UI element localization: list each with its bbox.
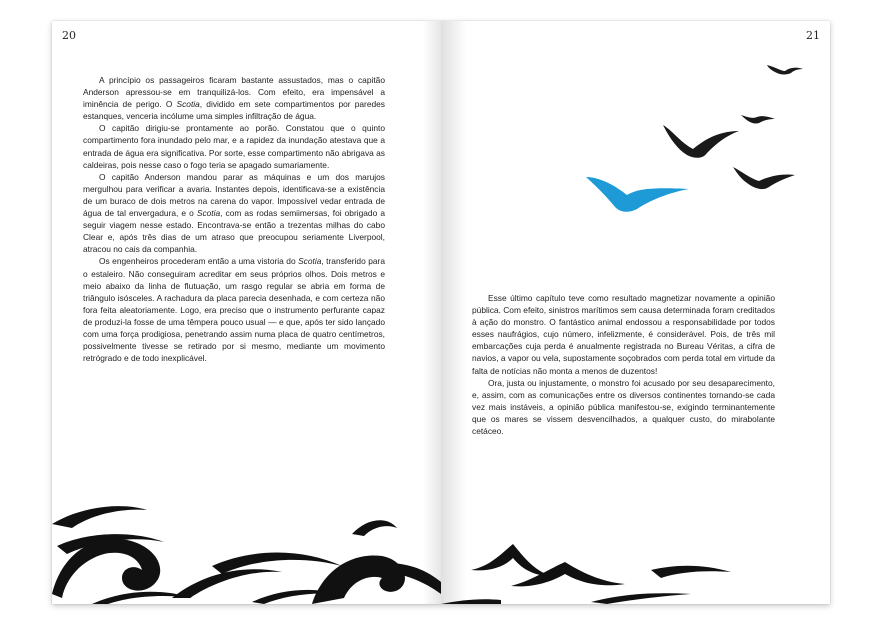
italic-text: Scotia	[196, 208, 221, 219]
page-number-left: 20	[62, 29, 76, 42]
page-number-right: 21	[806, 29, 820, 42]
ocean-waves-icon	[52, 494, 441, 604]
flying-seagulls-icon	[441, 21, 830, 221]
text-run: A princípio os passageiros ficaram bastante assustados, mas o capitão Anderson apressou-se em tranquilizá-los. Com efeito, era impensável a iminência de perigo. O	[83, 75, 385, 110]
text-run: O capitão dirigiu-se prontamente ao porão. Constatou que o quinto compartimento fora inundado pelo mar, e a rapidez da inundação atestava que a entrada de água era significativa. Por sorte, esse compartimento não abrigava as caldeiras, pois nesse caso o fogo teria se apagado sumariamente.	[83, 123, 385, 170]
paragraph	[472, 377, 775, 437]
text-run: , dividido em sete compartimentos por paredes estanques, venceria incólume uma simples infiltração de água.	[83, 99, 385, 122]
left-page	[52, 21, 441, 604]
paragraph	[83, 122, 385, 170]
text-run: Esse último capítulo teve como resultado magnetizar novamente a opinião pública. Com efeito, sinistros marítimos sem causa determinada foram creditados à ação do monstro. O fantástico animal endossou a responsabilidade por todos esses naufrágios, cujo número, infelizmente, é considerável. Pois, de três mil embarcações cuja perda é anualmente registrada no Bureau Véritas, a cifra de navios, a vapor ou vela, supostamente soçobrados com perda total em virtude da falta de notícias não monta a menos de duzentos!	[472, 293, 775, 376]
italic-text: Scotia	[176, 99, 200, 110]
text-run: O capitão Anderson mandou parar as máquinas e um dos marujos mergulhou para verificar a avaria. Instantes depois, identificava-se a existência de um buraco de dois metros na carena do vapor. Impossível vedar entrada de água de tal envergadura, e o	[83, 171, 385, 219]
italic-text: Scotia	[298, 256, 322, 267]
book-spread	[52, 21, 830, 604]
text-run: , transferido para o estaleiro. Não conseguiram acreditar em seus próprios olhos. Dois metros e meio abaixo da linha de flutuação, um rasgo regular se abria em forma de triângulo isósceles. A rachadura da placa parecia desenhada, e com certeza não fora feita aleatoriamente. Logo, era preciso que o instrumento perfurante capaz de produzi-la fosse de uma têmpera pouco usual — e que, após ter sido lançado com uma força prodigiosa, penetrando assim numa placa de quatro centímetros, possivelmente tivesse se retirado por si mesmo, mediante um movimento retrógrado e de todo inexplicável.	[83, 256, 385, 364]
left-page-text	[83, 74, 385, 364]
text-run: Os engenheiros procederam então a uma vistoria do	[99, 256, 299, 267]
right-page-text	[472, 292, 775, 437]
right-page	[441, 21, 830, 604]
paragraph	[472, 292, 775, 377]
text-run: , com as rodas semiimersas, foi obrigado a seguir viagem nesse estado. Encontrava-se então a trezentas milhas do cabo Clear e, após três dias de um atraso que preocupou seriamente Liverpool, atracou no cais da companhia.	[83, 208, 385, 255]
wave-crest-icon	[441, 524, 830, 604]
paragraph	[83, 74, 385, 122]
paragraph	[83, 171, 385, 256]
text-run: Ora, justa ou injustamente, o monstro foi acusado por seu desaparecimento, e, assim, com as comunicações entre os diversos continentes tornando-se cada vez mais instáveis, a opinião pública manifestou-se, exigindo terminantemente que os mares se vissem desvencilhados, a qualquer custo, do mirabolante cetáceo.	[472, 377, 775, 437]
paragraph	[83, 255, 385, 364]
